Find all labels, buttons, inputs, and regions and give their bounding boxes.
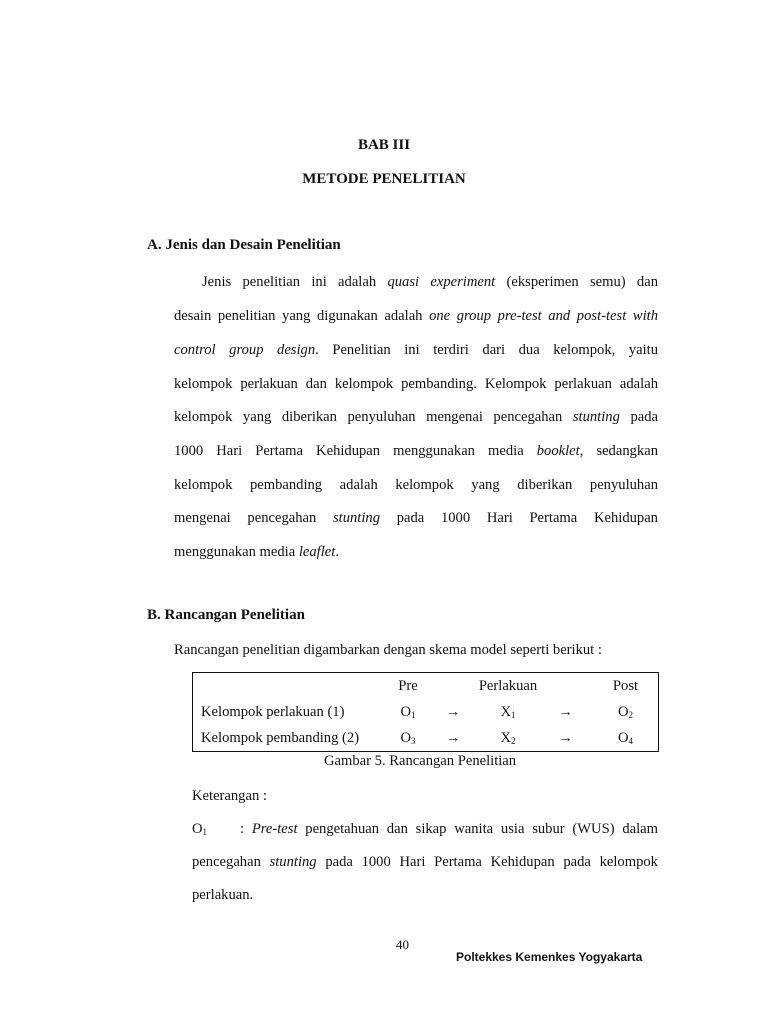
section-a-heading: A. Jenis dan Desain Penelitian (147, 237, 341, 253)
chapter-title: METODE PENELITIAN (302, 171, 466, 187)
paragraph-line: kelompok pembanding adalah kelompok yang diberikan penyuluhan (174, 477, 658, 493)
arrow-icon: → (445, 703, 461, 720)
section-b-heading: B. Rancangan Penelitian (147, 607, 305, 623)
paragraph-line: kelompok yang diberikan penyuluhan mengenai pencegahan stunting pada (174, 409, 658, 425)
table-row (193, 725, 659, 752)
table-header-cell: Perlakuan (478, 677, 538, 694)
page-number: 40 (396, 937, 409, 952)
treatment-cell: $X_2$ (500, 729, 516, 746)
o1-definition-line: perlakuan. (192, 887, 254, 903)
paragraph-line: mengenai pencegahan stunting pada 1000 Hari Pertama Kehidupan (174, 510, 658, 526)
pre-cell: $O_1$ (400, 703, 416, 720)
arrow-icon: → (558, 729, 573, 746)
paragraph-line: Jenis penelitian ini adalah quasi experiment (eksperimen semu) dan (202, 274, 659, 290)
paragraph-line: desain penelitian yang digunakan adalah one group pre-test and post-test with (174, 308, 658, 324)
paragraph-line: menggunakan media leaflet. (174, 544, 339, 560)
arrow-icon: → (445, 729, 461, 746)
o1-symbol: $O_1$ (192, 821, 208, 837)
pre-cell: $O_3$ (400, 729, 416, 746)
research-design-table (192, 672, 659, 752)
arrow-icon: → (558, 703, 573, 720)
o1-definition-line: : Pre-test pengetahuan dan sikap wanita usia subur (WUS) dalam (240, 821, 658, 837)
table-header-row (193, 673, 659, 700)
paragraph-line: 1000 Hari Pertama Kehidupan menggunakan media booklet, sedangkan (174, 443, 658, 459)
section-b-intro: Rancangan penelitian digambarkan dengan skema model seperti berikut : (174, 642, 602, 658)
row-label: Kelompok perlakuan (1) (201, 703, 345, 720)
table-header-cell (538, 673, 593, 700)
figure-caption: Gambar 5. Rancangan Penelitian (324, 753, 517, 769)
treatment-cell: $X_1$ (500, 703, 516, 720)
post-cell: $O_4$ (617, 729, 634, 746)
table-header-cell: Pre (398, 677, 418, 694)
table-header-cell (193, 673, 389, 700)
table-header-cell (428, 673, 478, 700)
o1-definition-line: pencegahan stunting pada 1000 Hari Pertama Kehidupan pada kelompok (192, 854, 658, 870)
chapter-label: BAB III (357, 137, 411, 153)
row-label: Kelompok pembanding (2) (201, 729, 360, 746)
paragraph-line: kelompok perlakuan dan kelompok pembanding. Kelompok perlakuan adalah (174, 376, 658, 392)
table-header-cell: Post (612, 677, 639, 694)
institution-name: Poltekkes Kemenkes Yogyakarta (456, 950, 643, 964)
post-cell: $O_2$ (617, 703, 634, 720)
keterangan-label: Keterangan : (192, 788, 267, 804)
table-row (193, 699, 659, 725)
paragraph-line: control group design. Penelitian ini terdiri dari dua kelompok, yaitu (174, 342, 658, 358)
